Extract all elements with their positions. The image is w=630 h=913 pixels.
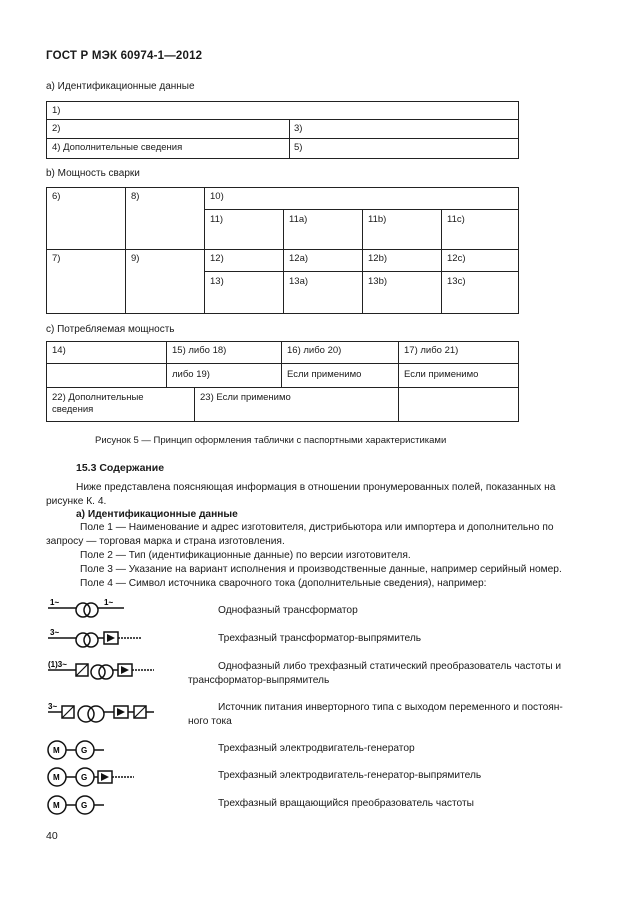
symbol-1-desc: Однофазный трансформатор [218,605,358,616]
svg-text:M: M [53,773,60,782]
symbol-5-desc: Трехфазный электродвигатель-генератор [218,743,415,754]
motor-generator-rectifier-icon [46,765,138,789]
svg-text:3~: 3~ [50,628,60,637]
figure-caption: Рисунок 5 — Принцип оформления таблички с паспортными характеристиками [95,435,447,446]
field-11a: 11a) [289,214,308,225]
field-1-desc-line2: запросу — торговая марка и страна изготовления. [46,536,285,547]
symbol-3-desc-line2: трансформатор-выпрямитель [188,675,330,686]
field-13b: 13b) [368,276,388,287]
symbol-6-desc: Трехфазный электродвигатель-генератор-выпрямитель [218,770,482,781]
field-5: 5) [294,142,303,153]
field-12b: 12b) [368,253,388,264]
svg-text:1~: 1~ [50,598,60,607]
svg-text:3~: 3~ [48,702,58,711]
symbol-2-desc: Трехфазный трансформатор-выпрямитель [218,633,422,644]
field-if-applicable-2: Если применимо [404,369,479,380]
svg-text:M: M [53,801,60,810]
symbol-3-desc-line1: Однофазный либо трехфазный статический преобразователь частоты и [218,661,562,672]
field-12a: 12a) [289,253,309,264]
field-13c: 13c) [447,276,466,287]
field-22-line1: 22) Дополнительные [52,392,144,403]
field-11c: 11c) [447,214,465,225]
document-header: ГОСТ Р МЭК 60974-1—2012 [46,50,203,62]
field-11b: 11b) [368,214,387,225]
field-13a: 13a) [289,276,309,287]
svg-text:G: G [81,746,88,755]
field-13: 13) [210,276,224,287]
section-c-label: c) Потребляемая мощность [46,324,175,335]
motor-generator-icon [46,738,106,762]
svg-text:G: G [81,773,88,782]
field-9: 9) [131,253,140,264]
intro-line-2: рисунке К. 4. [46,496,107,507]
field-12: 12) [210,253,224,264]
single-phase-transformer-icon [46,596,128,622]
static-frequency-converter-icon [46,658,158,684]
field-4: 4) Дополнительные сведения [52,142,183,153]
section-heading: 15.3 Содержание [76,462,165,474]
svg-text:M: M [53,746,60,755]
three-phase-transformer-rectifier-icon [46,626,146,652]
field-3-desc: Поле 3 — Указание на вариант исполнения и производственные данные, например серийный номер. [80,564,562,575]
field-4-desc: Поле 4 — Символ источника сварочного тока (дополнительные сведения), например: [80,578,487,589]
field-19: либо 19) [172,369,210,380]
field-1: 1) [52,105,61,116]
inverter-power-source-icon [46,700,158,726]
field-11: 11) [210,214,224,225]
field-8: 8) [131,191,140,202]
svg-text:G: G [81,801,88,810]
symbol-4-desc-line1: Источник питания инверторного типа с выходом переменного и постоян- [218,702,563,713]
intro-line-1: Ниже представлена поясняющая информация в отношении пронумерованных полей, показанных на [76,482,556,493]
svg-text:(1)3~: (1)3~ [48,660,67,669]
symbol-7-desc: Трехфазный вращающийся преобразователь частоты [218,798,474,809]
field-10: 10) [210,191,224,202]
field-2-desc: Поле 2 — Тип (идентификационные данные) по версии изготовителя. [80,550,411,561]
field-1-desc-line1: Поле 1 — Наименование и адрес изготовителя, дистрибьютора или импортера и дополнительно по [80,522,554,533]
rotating-frequency-converter-icon [46,793,106,817]
section-b-label: b) Мощность сварки [46,168,140,179]
field-15-18: 15) либо 18) [172,345,227,356]
field-7: 7) [52,253,61,264]
field-2: 2) [52,123,61,134]
field-6: 6) [52,191,61,202]
page-number: 40 [46,830,58,842]
field-12c: 12c) [447,253,466,264]
symbol-4-desc-line2: ного тока [188,716,232,727]
field-if-applicable-1: Если применимо [287,369,362,380]
svg-text:1~: 1~ [104,598,114,607]
field-17-21: 17) либо 21) [404,345,459,356]
section-a-label: a) Идентификационные данные [46,81,195,92]
field-16-20: 16) либо 20) [287,345,342,356]
field-23: 23) Если применимо [200,392,291,403]
subheading-a: a) Идентификационные данные [76,509,238,520]
field-22-line2: сведения [52,404,94,415]
field-3: 3) [294,123,303,134]
field-14: 14) [52,345,66,356]
